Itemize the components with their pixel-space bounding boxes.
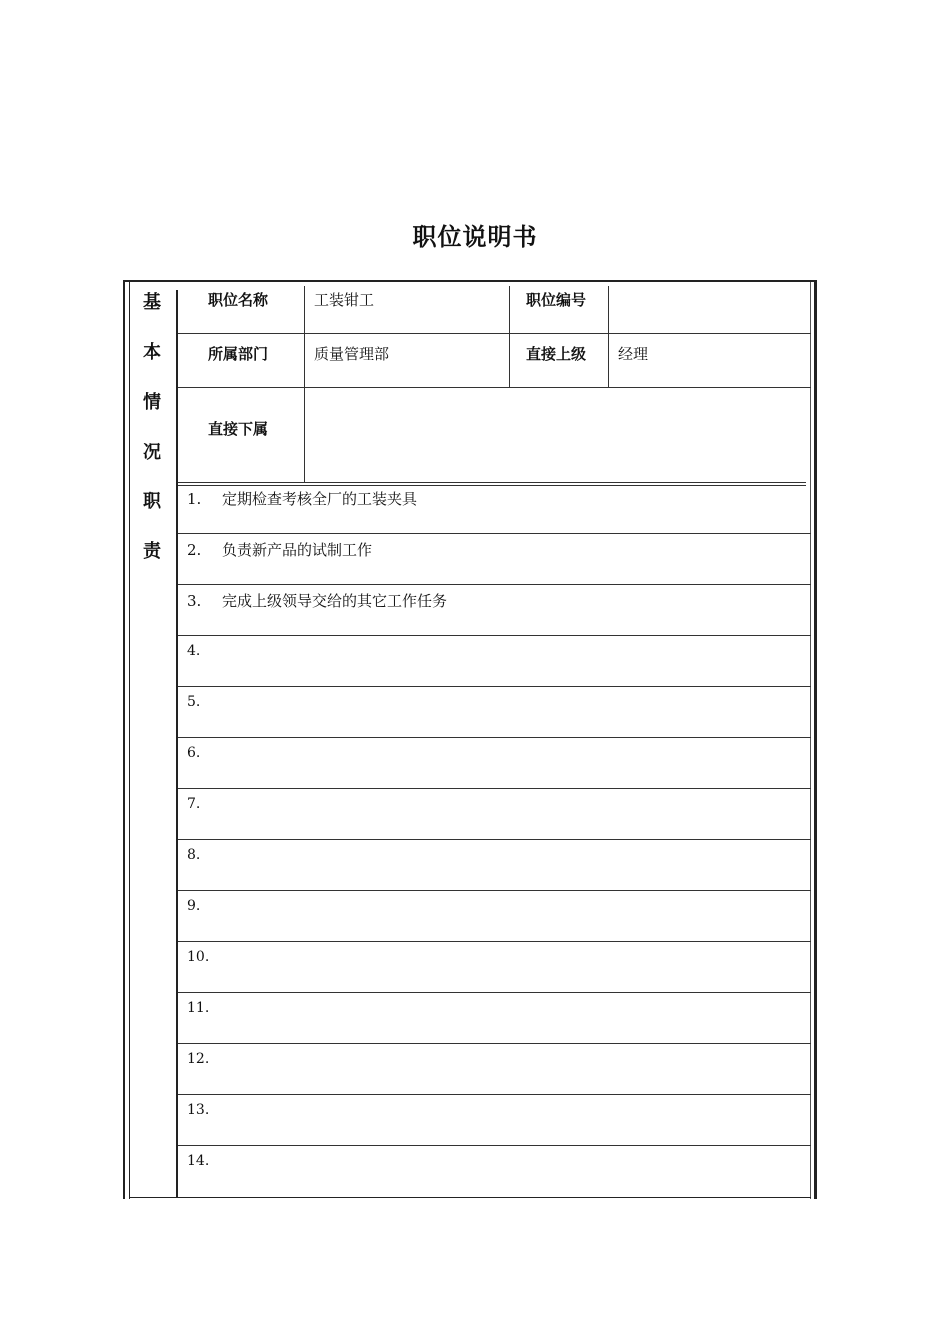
duty-row-separator [178,1094,811,1095]
duty-row-separator [178,635,811,636]
duty-item [187,539,372,560]
duty-section-char: 职 [143,491,161,512]
page-title: 职位说明书 [412,223,538,251]
basic-section-char: 情 [143,392,161,413]
duty-row-separator [178,533,811,534]
basic-row-sep-2 [178,387,811,388]
basic-section-char: 本 [143,342,161,363]
duty-number: 2. [187,541,202,559]
duty-number: 11. [187,1000,210,1016]
basic-section-char: 况 [143,442,161,463]
subordinate-label: 直接下属 [208,420,269,438]
duty-text: 负责新产品的试制工作 [222,541,373,559]
duty-item [187,1000,222,1016]
section-divider-bottom [178,485,806,486]
duty-number: 7. [187,796,201,812]
duty-number: 9. [187,898,201,914]
duty-item [187,1153,222,1169]
department-label: 所属部门 [208,345,269,363]
duty-number: 10. [187,949,210,965]
department-value: 质量管理部 [314,345,390,363]
duty-text: 定期检查考核全厂的工装夹具 [222,490,418,508]
duty-row-separator [178,737,811,738]
duty-row-separator [178,584,811,585]
duty-item [187,1102,222,1118]
duty-row-separator [178,788,811,789]
duty-row-separator [178,1145,811,1146]
table-inner-left-border [129,282,130,1199]
duty-item [187,745,222,761]
duty-item [187,643,222,659]
duty-number: 5. [187,694,201,710]
duty-number: 14. [187,1153,210,1169]
position-name-value: 工装钳工 [314,291,375,309]
duty-row-separator [178,992,811,993]
duty-text: 完成上级领导交给的其它工作任务 [222,592,448,610]
position-name-label: 职位名称 [208,291,269,309]
basic-section-char: 基 [143,292,161,313]
duty-number: 12. [187,1051,210,1067]
duty-number: 4. [187,643,201,659]
duty-row-separator [178,686,811,687]
basic-row-sep-1 [178,333,811,334]
duty-number: 1. [187,490,202,508]
duty-item [187,796,222,812]
supervisor-value: 经理 [618,345,649,363]
duty-number: 13. [187,1102,210,1118]
duty-row-separator [178,1043,811,1044]
supervisor-label: 直接上级 [526,345,587,363]
duty-number: 6. [187,745,201,761]
position-code-label: 职位编号 [526,291,587,309]
duty-item [187,488,417,509]
duty-item [187,1051,222,1067]
basic-col-sep-2 [509,286,510,387]
duty-section-char: 责 [143,541,161,562]
duty-item [187,694,222,710]
duty-row-separator [178,890,811,891]
duty-row-separator [178,941,811,942]
duty-number: 3. [187,592,202,610]
table-inner-right-border [810,282,811,1199]
basic-col-sep-1 [304,286,305,483]
basic-col-sep-3 [608,286,609,387]
duty-number: 8. [187,847,201,863]
table-bottom-border [129,1197,811,1198]
duty-item [187,949,222,965]
duty-item [187,847,222,863]
section-column-separator [176,290,178,1197]
duty-row-separator [178,839,811,840]
section-divider-top [178,482,806,483]
duty-item [187,898,222,914]
duty-item [187,590,447,611]
